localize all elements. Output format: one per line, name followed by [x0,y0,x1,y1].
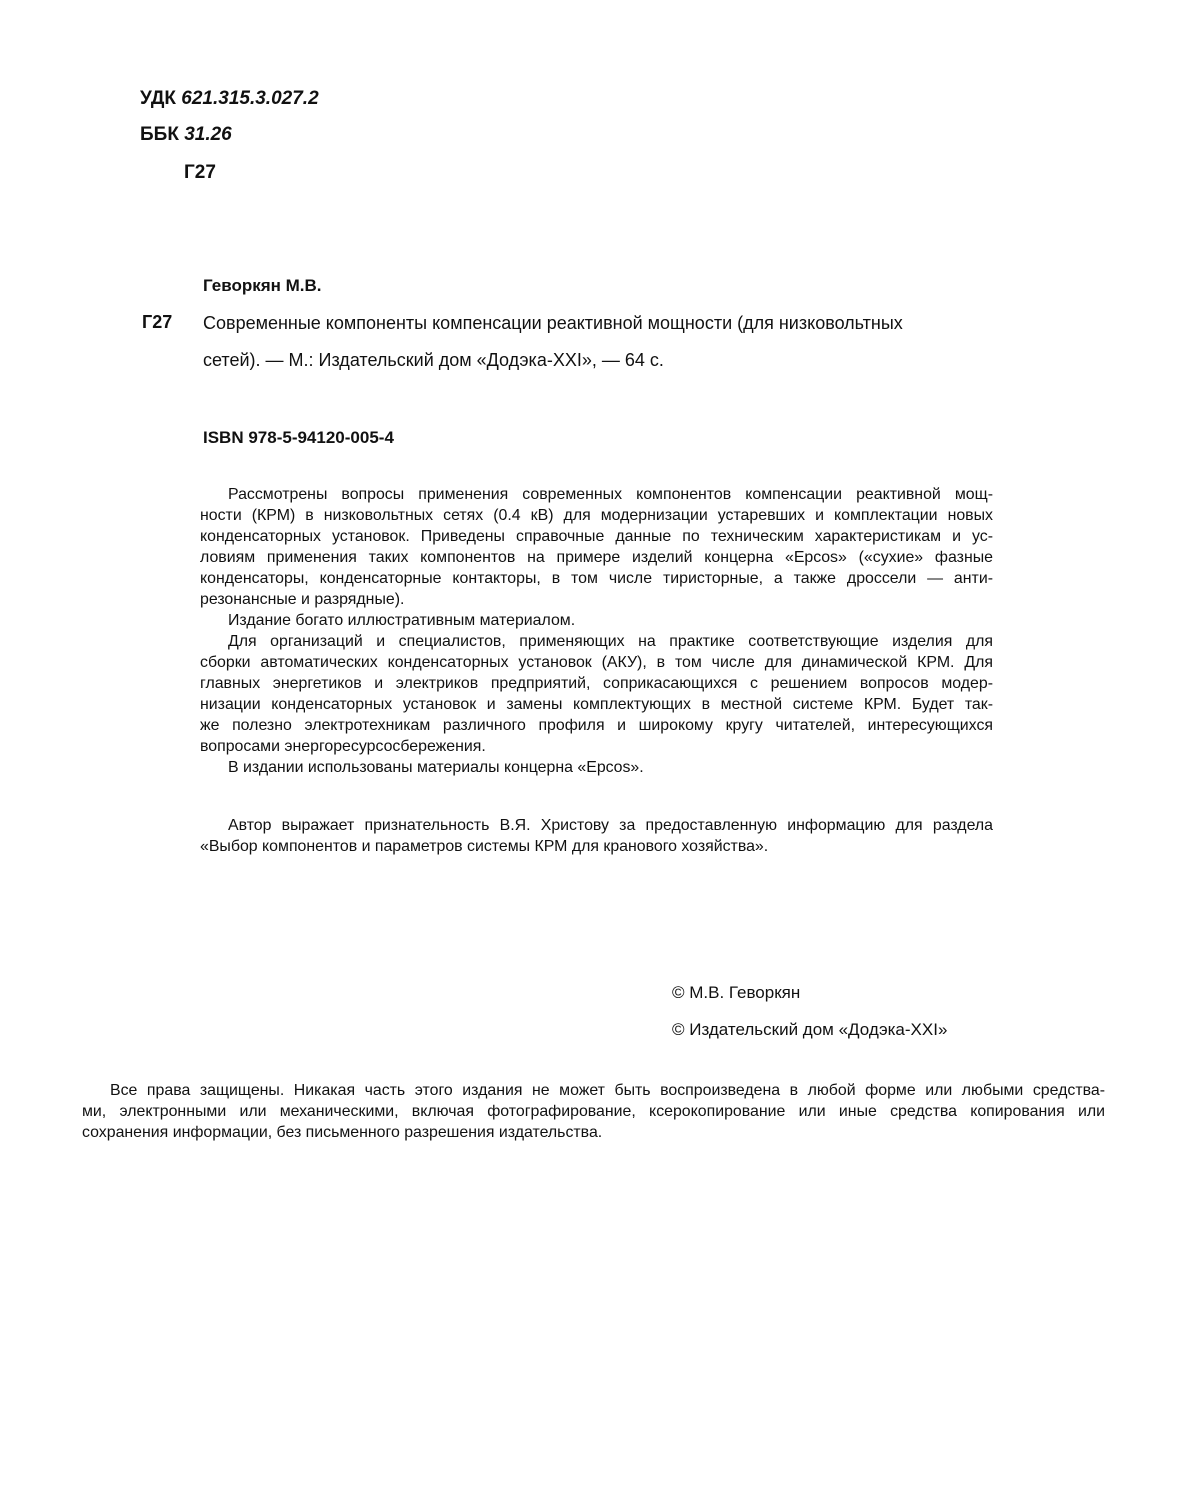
acknowledgement-line: «Выбор компонентов и параметров системы КРМ для кранового хозяйства». [200,838,769,855]
udk-label: УДК [140,88,176,109]
annotation-line: же полезно электротехникам различного профиля и широкому кругу читателей, интересующихся [200,717,993,734]
book-author: Геворкян М.В. [203,276,322,295]
annotation-line: ности (КРМ) в низковольтных сетях (0.4 кВ) для модернизации устаревших и комплектации новых [200,507,993,524]
udk-line [140,88,319,110]
acknowledgement-line: Автор выражает признательность В.Я. Христову за предоставленную информацию для раздела [228,817,993,834]
rights-line: ми, электронными или механическими, включая фотографирование, ксерокопирование или иные средства копирования или [82,1103,1105,1120]
bbk-value: 31.26 [184,124,232,145]
annotation-line: Рассмотрены вопросы применения современных компонентов компенсации реактивной мощ- [228,486,993,503]
annotation-line: Для организаций и специалистов, применяющих на практике соответствующие изделия для [228,633,993,650]
rights-line: сохранения информации, без письменного разрешения издательства. [82,1124,603,1141]
udk-value: 621.315.3.027.2 [181,88,319,109]
annotation-line: главных энергетиков и электриков предприятий, соприкасающихся с решением вопросов модер- [200,675,993,692]
annotation-line: низации конденсаторных установок и замены комплектующих в местной системе КРМ. Будет так- [200,696,993,713]
annotation-line: конденсаторных установок. Приведены справочные данные по техническим характеристикам и ус- [200,528,993,545]
annotation-line: ловиям применения таких компонентов на примере изделий концерна «Epcos» («сухие» фазные [200,549,993,566]
annotation [200,484,993,778]
bbk-label: ББК [140,124,179,145]
book-title-line-1: Современные компоненты компенсации реактивной мощности (для низковольтных [203,313,903,333]
author-mark: Г27 [142,312,173,332]
acknowledgement [200,815,993,857]
rights-line: Все права защищены. Никакая часть этого издания не может быть воспроизведена в любой форме или любыми средства- [110,1082,1105,1099]
copyright-author: © М.В. Геворкян [672,983,801,1002]
annotation-line: В издании использованы материалы концерна «Epcos». [228,759,644,776]
annotation-line: сборки автоматических конденсаторных установок (АКУ), в том числе для динамической КРМ. Для [200,654,993,671]
rights-notice [82,1080,1105,1143]
annotation-line: вопросами энергоресурсосбережения. [200,738,486,755]
isbn: ISBN 978-5-94120-005-4 [203,428,394,447]
annotation-line: резонансные и разрядные). [200,591,405,608]
copyright-publisher: © Издательский дом «Додэка-XXI» [672,1020,948,1039]
annotation-line: конденсаторы, конденсаторные контакторы, в том числе тиристорные, а также дроссели — анти- [200,570,993,587]
author-mark-top: Г27 [184,162,216,183]
book-title-line-2: сетей). — М.: Издательский дом «Додэка-XXI», — 64 с. [203,350,664,370]
bbk-line [140,124,232,146]
annotation-line: Издание богато иллюстративным материалом. [228,612,576,629]
